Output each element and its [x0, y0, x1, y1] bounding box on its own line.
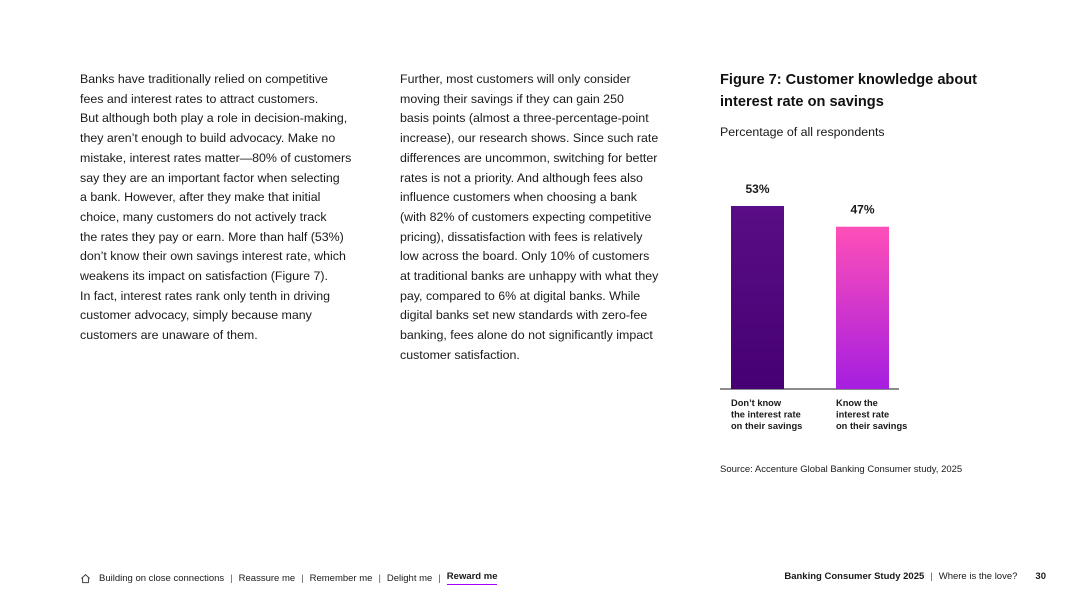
nav-separator: | — [230, 572, 233, 584]
column-2-line: (with 82% of customers expecting competitive — [400, 209, 652, 224]
column-1-line: fees and interest rates to attract customers. — [80, 91, 319, 106]
category-label: Know the interest rate on their savings — [836, 398, 908, 431]
column-2-line: moving their savings if they can gain 250 — [400, 91, 624, 106]
category-label: Don’t know the interest rate on their savings — [731, 398, 803, 431]
column-2-line: customer satisfaction. — [400, 347, 520, 362]
column-2-line: pricing), dissatisfaction with fees is relatively — [400, 229, 643, 244]
section-title: Where is the love? — [938, 571, 1018, 582]
body-column-1 — [80, 70, 372, 346]
column-2-line: increase), our research shows. Since such rate — [400, 131, 659, 146]
column-2-line: Further, most customers will only consider — [400, 72, 631, 86]
column-1-line: they aren’t enough to build advocacy. Make no — [80, 131, 336, 146]
bar-1 — [731, 206, 784, 389]
figure-title-line-2: interest rate on savings — [720, 93, 884, 110]
figure-title-line-1: Figure 7: Customer knowledge about — [720, 72, 978, 88]
nav-link-delight-me[interactable]: Delight me — [386, 572, 433, 584]
bar-value-label: 53% — [745, 182, 770, 196]
column-1-line: a bank. However, after they make that initial — [80, 190, 321, 205]
column-2-line: influence customers when choosing a bank — [400, 190, 637, 205]
column-2-line: banking, fees alone do not significantly impact — [400, 328, 653, 343]
footer-separator: | — [930, 571, 933, 582]
figure-subtitle: Percentage of all respondents — [720, 125, 885, 139]
figure-source: Source: Accenture Global Banking Consumer study, 2025 — [720, 464, 963, 475]
column-2-line: basis points (almost a three-percentage-point — [400, 111, 649, 126]
nav-separator: | — [378, 572, 381, 584]
column-1-line: don’t know their own savings interest rate, which — [80, 249, 346, 264]
column-1-line: customers are unaware of them. — [80, 328, 258, 343]
column-1-line: But although both play a role in decision-making, — [80, 111, 348, 126]
column-1-line: customer advocacy, simply because many — [80, 308, 312, 323]
column-1-line: In fact, interest rates rank only tenth in driving — [80, 288, 331, 303]
column-1-line: say they are an important factor when selecting — [80, 170, 340, 185]
nav-separator: | — [301, 572, 304, 584]
figure-header — [720, 70, 1010, 139]
column-1-line: the rates they pay or earn. More than half (53%) — [80, 229, 344, 244]
column-2-line: pay, compared to 6% at digital banks. While — [400, 288, 641, 303]
bar-value-label: 47% — [850, 202, 875, 217]
column-1-line: choice, many customers do not actively track — [80, 209, 327, 224]
nav-link-building-on-close-connections[interactable]: Building on close connections — [99, 572, 225, 584]
nav-separator: | — [438, 572, 441, 584]
column-2-line: differences are uncommon, switching for better — [400, 150, 658, 165]
footer-nav — [80, 571, 497, 585]
bar-chart — [720, 170, 908, 440]
nav-link-reassure-me[interactable]: Reassure me — [238, 572, 296, 584]
column-1-line: mistake, interest rates matter—80% of customers — [80, 150, 352, 165]
nav-link-reward-me[interactable]: Reward me — [447, 571, 498, 585]
study-title: Banking Consumer Study 2025 — [784, 571, 925, 582]
bar-2 — [836, 227, 889, 389]
page-number: 30 — [1035, 571, 1046, 582]
nav-link-remember-me[interactable]: Remember me — [309, 572, 373, 584]
column-1-line: weakens its impact on satisfaction (Figure 7). — [80, 269, 328, 284]
column-2-line: at traditional banks are unhappy with what they — [400, 269, 659, 284]
figure-title — [720, 70, 1010, 113]
column-2-line: digital banks set new standards with zero-fee — [400, 308, 648, 323]
column-1-line: Banks have traditionally relied on competitive — [80, 72, 328, 86]
footer-right — [784, 571, 1046, 582]
footer — [0, 571, 1080, 591]
body-column-2 — [400, 70, 685, 366]
column-2-line: rates is not a priority. And although fees also — [400, 170, 643, 185]
column-2-line: low across the board. Only 10% of customers — [400, 249, 650, 264]
home-icon[interactable] — [80, 573, 91, 584]
